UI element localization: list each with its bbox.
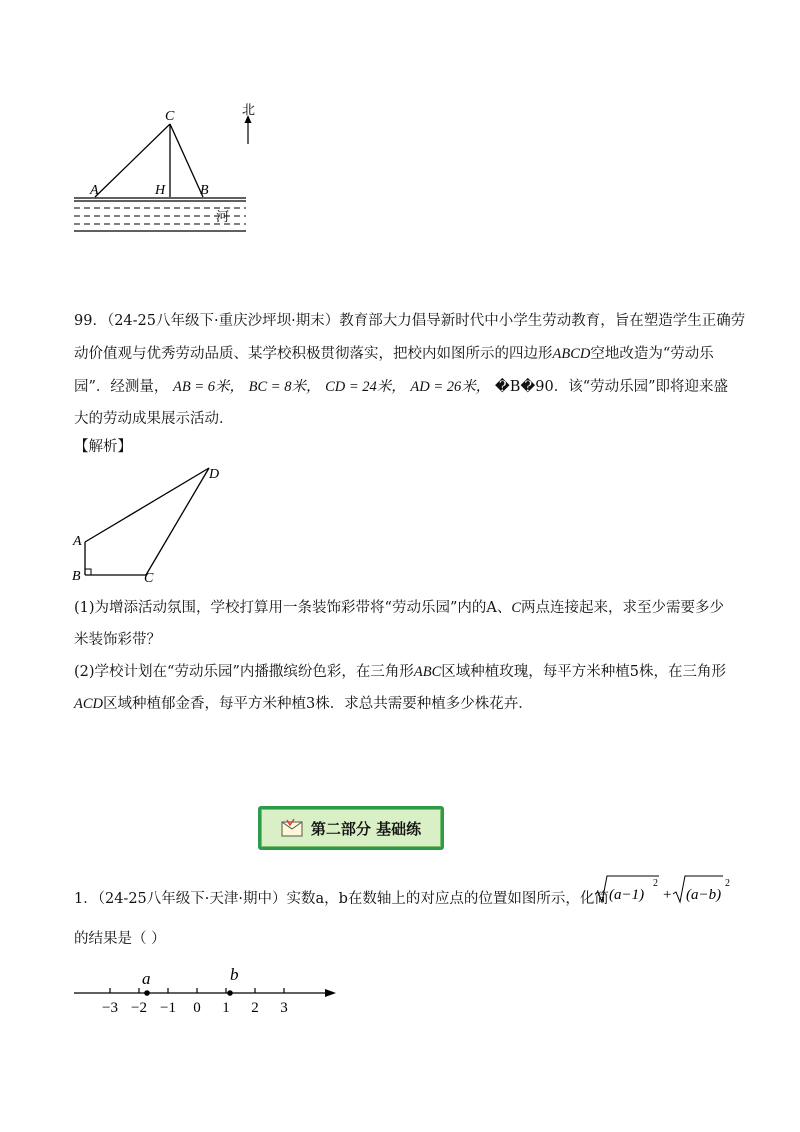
expr-exponent-1: 2	[653, 878, 658, 889]
q99-text-3a: 园”．经测量，	[74, 379, 169, 395]
q99-part-1-line-2: 米装饰彩带？	[74, 632, 161, 648]
measure-cd: CD = 24米，	[325, 379, 406, 395]
point-label-b: B	[200, 183, 209, 198]
measure-ab: AB = 6米，	[173, 379, 245, 395]
part2-text-c: 区域种植郁金香，每平方米种植3株．求总共需要种植多少株花卉．	[103, 696, 533, 712]
expr-term-1: (a−1)	[609, 887, 645, 903]
q1-text-1: （24-25八年级下·天津·期中）实数a，b在数轴上的对应点的位置如图所示，化简	[97, 891, 609, 907]
tick-label: 2	[251, 1000, 259, 1016]
section-title: 第二部分 基础练	[310, 819, 422, 838]
point-a-dot	[144, 990, 150, 996]
q99-line-2	[74, 347, 714, 362]
part2-text-a: (2)学校计划在“劳动乐园”内播撒缤纷色彩，在三角形	[74, 664, 414, 680]
point-a-label: a	[142, 969, 151, 988]
quad-label-d: D	[209, 467, 220, 482]
question-number: 99．	[74, 313, 107, 329]
point-b-label: b	[230, 965, 239, 984]
q99-text-1: （24-25八年级下·重庆沙坪坝·期末）教育部大力倡导新时代中小学生劳动教育，旨在塑造学生正确劳	[106, 313, 746, 329]
tick-label: 0	[193, 1000, 201, 1016]
river-diagram	[70, 100, 270, 240]
part1-text-b: 两点连接起来，求至少需要多少	[521, 600, 725, 616]
angle-b: �B�90	[494, 379, 554, 395]
q99-line-4: 大的劳动成果展示活动．	[74, 411, 234, 427]
var-c: C	[511, 600, 522, 616]
point-b-dot	[227, 990, 233, 996]
expr-plus: +	[663, 887, 672, 903]
tick-label: 1	[222, 1000, 230, 1016]
point-label-c: C	[165, 109, 175, 124]
north-label: 北	[242, 102, 256, 117]
envelope-icon	[281, 819, 303, 837]
measure-bc: BC = 8米，	[248, 379, 321, 395]
q1-number: 1．	[74, 891, 98, 907]
section-banner	[258, 806, 444, 850]
quad-label-b: B	[72, 569, 81, 584]
river-label: 河	[216, 209, 230, 224]
q99-text-2b: 空地改造为“劳动乐	[590, 346, 714, 362]
var-abc: ABC	[413, 664, 442, 680]
q99-text-2a: 动价值观与优秀劳动品质、某学校积极贯彻落实，把校内如图所示的四边形	[74, 346, 553, 362]
q1-line-1	[74, 892, 609, 907]
measure-ad: AD = 26米，	[410, 379, 491, 395]
point-label-h: H	[155, 183, 166, 198]
q99-line-3	[74, 380, 728, 395]
q1-line-2: 的结果是（ ）	[74, 931, 166, 947]
section-banner-inner	[261, 809, 441, 847]
part1-text-a: (1)为增添活动氛围，学校打算用一条装饰彩带将“劳动乐园”内的A、	[74, 600, 512, 616]
quad-label-a: A	[73, 534, 82, 549]
tick-label: 3	[280, 1000, 288, 1016]
tick-label: −1	[160, 1000, 176, 1016]
tick-label: −2	[131, 1000, 147, 1016]
expr-term-2: (a−b)	[686, 887, 722, 903]
point-label-a: A	[90, 183, 99, 198]
q99-part-2-line-2	[74, 697, 533, 712]
expr-exponent-2: 2	[725, 878, 730, 889]
q99-part-2	[74, 665, 726, 680]
var-abcd: ABCD	[552, 346, 591, 362]
quad-label-c: C	[144, 571, 154, 586]
q1-expression	[593, 872, 733, 908]
quadrilateral-diagram	[70, 462, 240, 588]
tick-label: −3	[102, 1000, 118, 1016]
analysis-label: 【解析】	[74, 439, 132, 455]
part2-text-b: 区域种植玫瑰，每平方米种植5株，在三角形	[441, 664, 726, 680]
q99-part-1	[74, 601, 724, 616]
number-line	[70, 960, 350, 1020]
q99-text-3b: ．该“劳动乐园”即将迎来盛	[553, 379, 729, 395]
var-acd: ACD	[74, 696, 103, 712]
q99-line-1	[74, 314, 745, 329]
